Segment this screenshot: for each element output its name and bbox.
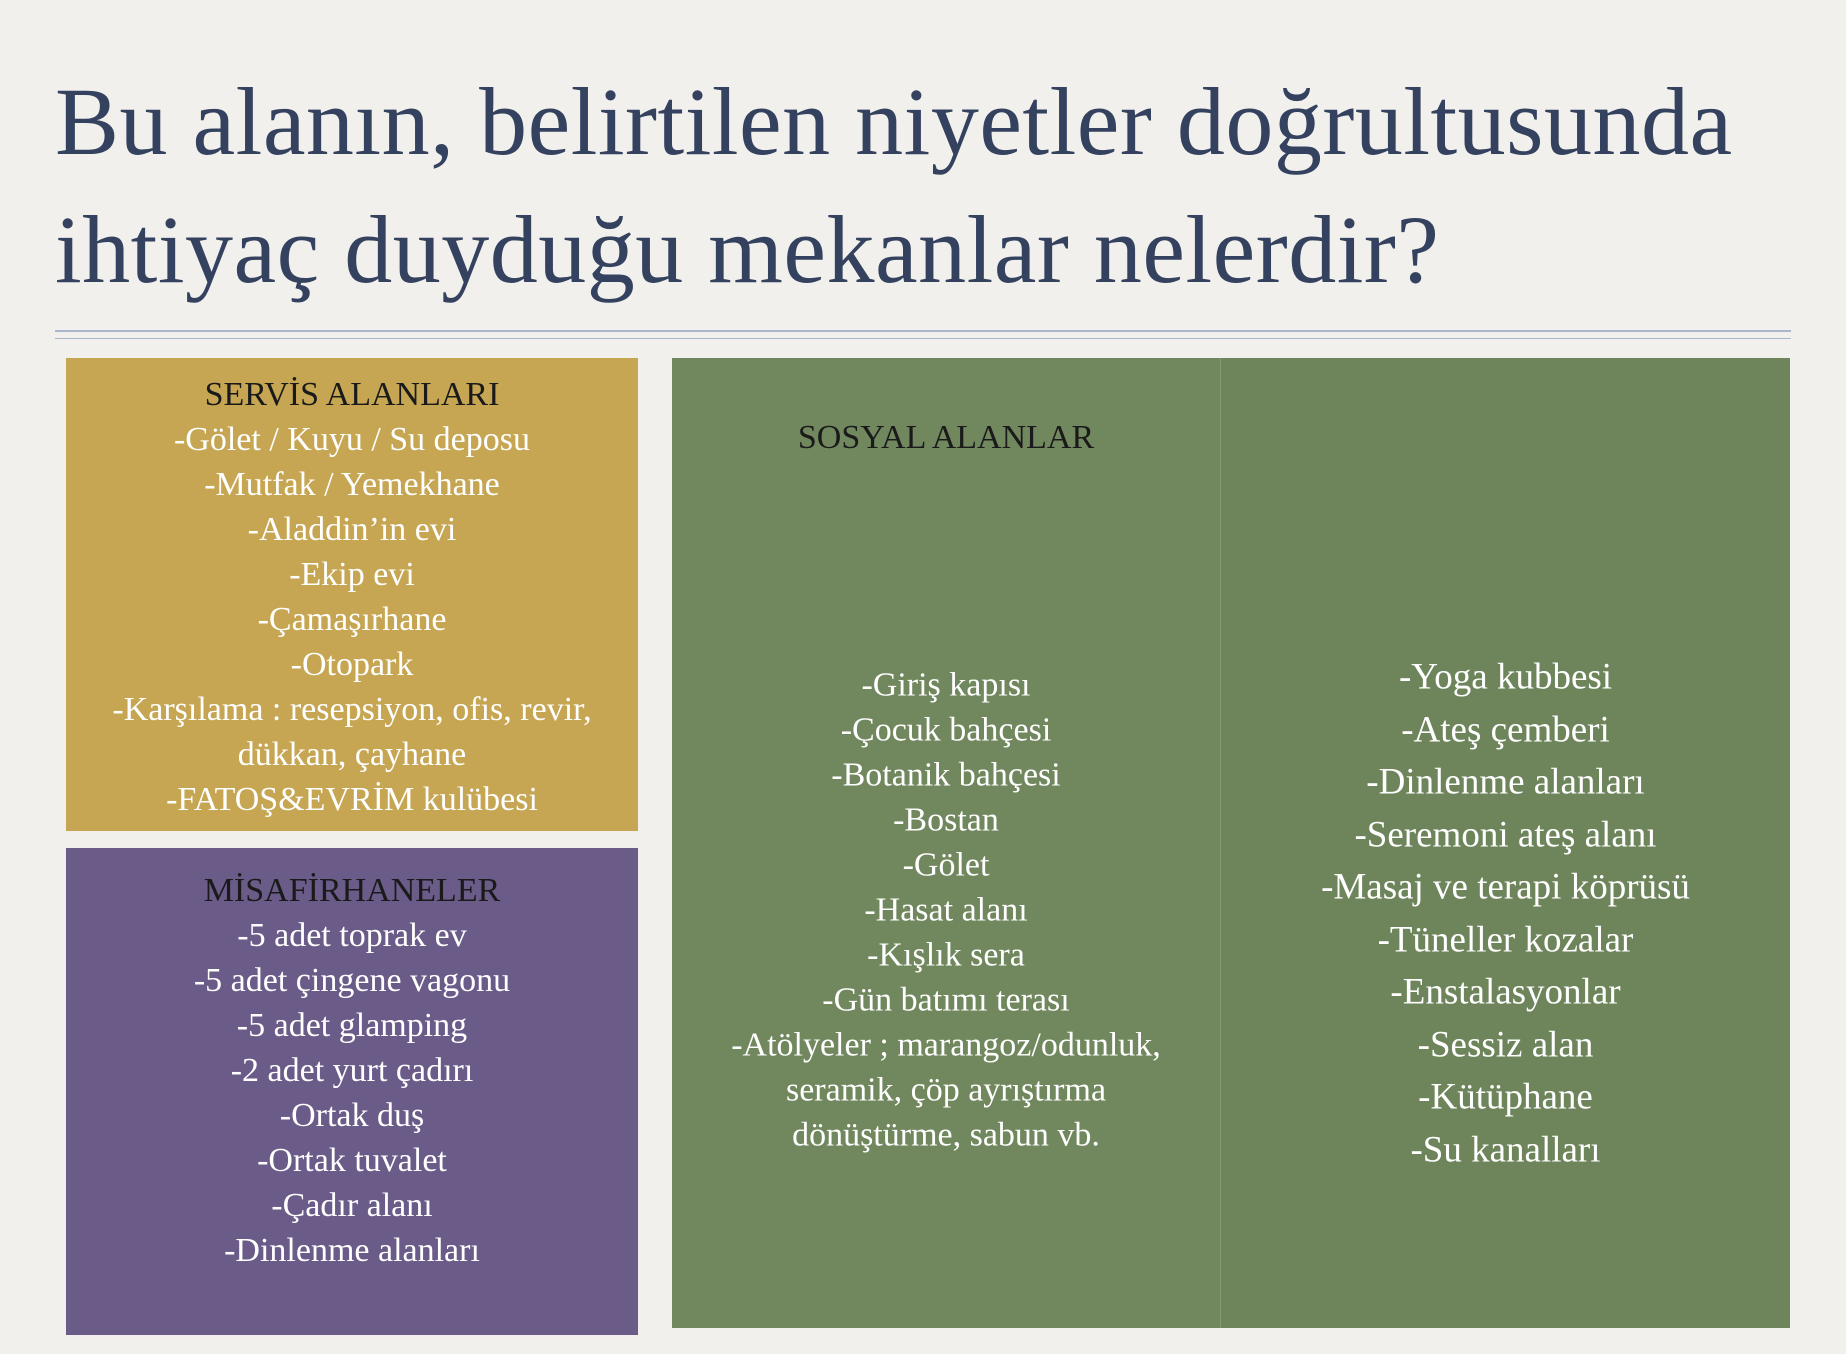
misafir-heading: MİSAFİRHANELER [203, 872, 501, 909]
sosyal-item: -Hasat alanı [864, 891, 1028, 929]
sosyal-right-item: -Sessiz alan [1417, 1024, 1594, 1065]
sosyal-item: -Gölet [902, 846, 990, 884]
misafir-item: -5 adet glamping [236, 1007, 468, 1044]
misafir-item: -Ortak tuvalet [257, 1142, 447, 1179]
sosyal-right-item: -Seremoni ateş alanı [1354, 814, 1657, 855]
sosyal-item: -Botanik bahçesi [831, 756, 1061, 794]
servis-item: -Çamaşırhane [257, 601, 447, 638]
sosyal-right-item: -Kütüphane [1418, 1076, 1593, 1118]
page-title: Bu alanın, belirtilen niyetler doğrultusunda ihtiyaç duyduğu mekanlar nelerdir? [55, 68, 1733, 303]
servis-item: -Ekip evi [289, 556, 415, 593]
misafir-item: -5 adet çingene vagonu [193, 962, 511, 999]
sosyal-alanlar-panel [672, 358, 1220, 1328]
sosyal-item: -Atölyeler ; marangoz/odunluk, [731, 1026, 1161, 1064]
misafirhaneler-panel [66, 848, 638, 1335]
sosyal-alanlar-panel-right [1220, 358, 1790, 1328]
misafir-item: -Dinlenme alanları [224, 1232, 480, 1269]
servis-item: dükkan, çayhane [237, 736, 467, 773]
misafir-item: -5 adet toprak ev [237, 917, 467, 954]
title-divider [55, 330, 1791, 332]
sosyal-item: -Çocuk bahçesi [840, 711, 1052, 749]
servis-heading: SERVİS ALANLARI [204, 376, 500, 413]
servis-alanlari-panel [66, 358, 638, 831]
sosyal-right-item: -Enstalasyonlar [1390, 971, 1621, 1013]
sosyal-item: -Bostan [893, 801, 999, 839]
sosyal-list-left [672, 663, 1220, 1158]
misafir-item: -Çadır alanı [271, 1187, 433, 1224]
servis-item: -Karşılama : resepsiyon, ofis, revir, [112, 691, 592, 728]
sosyal-heading: SOSYAL ALANLAR [797, 419, 1095, 456]
servis-item: -Aladdin’in evi [247, 511, 457, 548]
sosyal-right-item: -Masaj ve terapi köprüsü [1321, 866, 1690, 908]
sosyal-right-item: -Tüneller kozalar [1377, 919, 1634, 960]
sosyal-item: -Kışlık sera [867, 936, 1025, 974]
servis-item: -Otopark [290, 646, 414, 683]
title-divider-thin [55, 338, 1791, 339]
misafir-item: -Ortak duş [279, 1097, 425, 1134]
servis-item: -FATOŞ&EVRİM kulübesi [166, 781, 538, 818]
sosyal-right-item: -Yoga kubbesi [1398, 656, 1613, 698]
sosyal-item: seramik, çöp ayrıştırma [785, 1071, 1107, 1109]
sosyal-item: -Gün batımı terası [822, 981, 1070, 1019]
misafir-item: -2 adet yurt çadırı [230, 1052, 474, 1089]
sosyal-right-item: -Dinlenme alanları [1366, 761, 1645, 803]
sosyal-list-right [1221, 652, 1790, 1177]
sosyal-right-item: -Ateş çemberi [1401, 709, 1610, 750]
sosyal-right-item: -Su kanalları [1410, 1129, 1601, 1170]
servis-item: -Gölet / Kuyu / Su deposu [173, 421, 531, 458]
sosyal-item: dönüştürme, sabun vb. [792, 1116, 1100, 1154]
sosyal-item: -Giriş kapısı [861, 666, 1031, 704]
servis-item: -Mutfak / Yemekhane [204, 466, 500, 503]
